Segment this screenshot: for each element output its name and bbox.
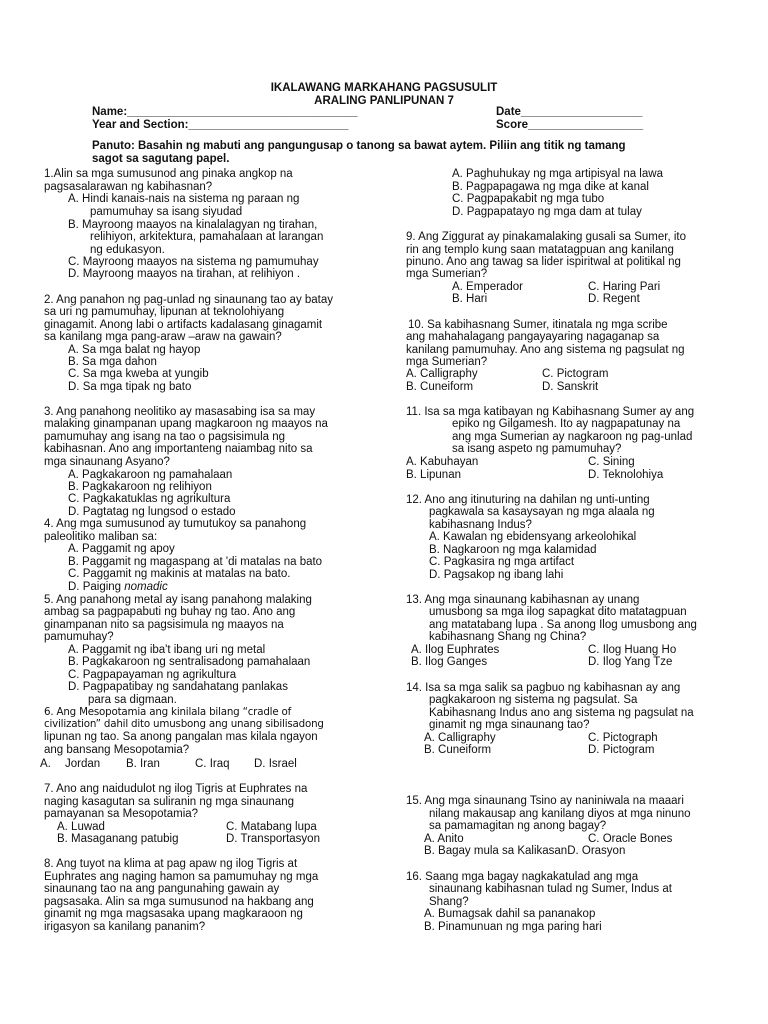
choice-text: C. Matabang lupa — [226, 821, 317, 833]
choice-text: D. Pagtatag ng lungsod o estado — [68, 506, 236, 518]
choice-text: C. Iraq — [195, 758, 230, 770]
choice-text: C. Pagkakatuklas ng agrikultura — [68, 493, 231, 505]
question-text: rin ang templo kung saan matatagpuan ang kanilang — [406, 244, 674, 256]
choice-text: ng edukasyon. — [90, 244, 165, 256]
choice-text: C. Pictogram — [542, 368, 609, 380]
choice-text: D. Pictogram — [588, 744, 655, 756]
choice-text: B. Pagkakaroon ng sentralisadong pamahalaan — [68, 656, 311, 668]
choice-text: C. Oracle Bones — [588, 833, 673, 845]
question-text: ambag sa pagpapabuti ng buhay ng tao. Ano ang — [44, 606, 296, 618]
choice-text: D. Regent — [588, 293, 640, 305]
choice-italic: nomadic — [124, 581, 168, 593]
question-text: 3. Ang panahong neolitiko ay masasabing isa sa may — [44, 406, 316, 418]
choice-text: B. Sa mga dahon — [68, 356, 157, 368]
instructions-line: Panuto: Basahin ng mabuti ang pangungusap o tanong sa bawat aytem. Piliin ang titik ng tamang — [92, 140, 626, 152]
choice-text: B. Paggamit ng magaspang at 'di matalas na bato — [68, 556, 323, 568]
question-text: mga sinaunang Asyano? — [44, 456, 170, 468]
choice-label: D. Paiging — [68, 581, 125, 593]
choice-text: D. Pagpapatayo ng mga dam at tulay — [452, 206, 642, 218]
choice-text: A. Kawalan ng ebidensyang arkeolohikal — [429, 531, 637, 543]
question-text: 9. Ang Ziggurat ay pinakamalaking gusali sa Sumer, ito — [406, 231, 686, 243]
question-text: 1.Alin sa mga sumusunod ang pinaka angkop na — [44, 168, 293, 180]
question-text: sa uri ng pamumuhay, lipunan at teknolohiyang — [44, 306, 285, 318]
subject-title: ARALING PANLIPUNAN 7 — [314, 95, 454, 107]
question-text: sinaunang kabihasnan tulad ng Sumer, Indus at — [429, 883, 672, 895]
choice-text: A. Hindi kanais-nais na sistema ng paraan ng — [68, 193, 300, 205]
question-text: 16. Saang mga bagay nagkakatulad ang mga — [406, 871, 639, 883]
question-text: lipunan ng tao. Sa anong pangalan mas kilala ngayon — [44, 731, 318, 743]
choice-text: pamumuhay sa isang siyudad — [90, 206, 243, 218]
choice-text: D. Mayroong maayos na tirahan, at relihiyon . — [68, 268, 301, 280]
question-text: malaking ginampanan upang magkaroon ng maayos na — [44, 418, 328, 430]
choice-text: C. Sining — [588, 456, 635, 468]
question-text: pagsasalarawan ng kabihasnan? — [44, 181, 213, 193]
question-text: ang mahahalagang pangayayaring nagaganap sa — [406, 331, 660, 343]
choice-text: D. Israel — [254, 758, 297, 770]
question-text: epiko ng Gilgamesh. Ito ay nagpapatunay na — [452, 418, 681, 430]
choice-text: A. Sa mga balat ng hayop — [68, 344, 201, 356]
choice-text: D. Pagsakop ng ibang lahi — [429, 569, 564, 581]
question-text: 10. Sa kabihasnang Sumer, itinatala ng mga scribe — [408, 319, 668, 331]
choice-text: A. Kabuhayan — [406, 456, 479, 468]
question-text: 14. Isa sa mga salik sa pagbuo ng kabihasnan ay ang — [406, 682, 681, 694]
question-text: 7. Ano ang naidudulot ng ilog Tigris at Euphrates na — [44, 783, 308, 795]
choice-text: D. Teknolohiya — [588, 469, 664, 481]
choice-text: A. Bumagsak dahil sa pananakop — [424, 908, 596, 920]
question-text: mga Sumerian? — [406, 356, 488, 368]
question-text: pamumuhay ang isang na tao o pagsisimula ng — [44, 431, 286, 443]
question-text: sa pamamagitan ng anong bagay? — [429, 820, 607, 832]
question-text: pinuno. Ano ang tawag sa lider ispiritwal at politikal ng — [406, 256, 681, 268]
choice-text: B. Masaganang patubig — [57, 833, 179, 845]
choice-text: B. Ilog Ganges — [411, 656, 488, 668]
question-text: ginamit ng mga sinaunang tao? — [429, 719, 590, 731]
choice-text: B. Hari — [452, 293, 488, 305]
choice-text: para sa digmaan. — [88, 694, 177, 706]
choice-text: B. Pagpapagawa ng mga dike at kanal — [452, 181, 649, 193]
choice-text: B. Pagkakaroon ng relihiyon — [68, 481, 212, 493]
question-text: Kabihasnang Indus ano ang sistema ng pagsulat na — [429, 707, 694, 719]
question-text: 4. Ang mga sumusunod ay tumutukoy sa panahong — [44, 518, 307, 530]
question-text: ang mga Sumerian ay nagkaroon ng pag-unlad — [452, 431, 693, 443]
choice-text: A. Pagkakaroon ng pamahalaan — [68, 469, 233, 481]
question-text: kabihasnan. Ano ang importanteng naiambag nito sa — [44, 443, 313, 455]
question-text: 5. Ang panahong metal ay isang panahong malaking — [44, 594, 312, 606]
question-text: mga Sumerian? — [406, 268, 488, 280]
choice-text: B. Pinamunuan ng mga paring hari — [424, 921, 602, 933]
question-text: 13. Ang mga sinaunang kabihasnan ay unang — [406, 594, 640, 606]
instructions-line: sagot sa sagutang papel. — [92, 153, 230, 165]
choice-text: A. Emperador — [452, 281, 523, 293]
question-text: ang bansang Mesopotamia? — [44, 744, 190, 756]
choice-text: B. Iran — [126, 758, 160, 770]
choice-text: D. Transportasyon — [226, 833, 320, 845]
choice-text: C. Sa mga kweba at yungib — [68, 368, 209, 380]
choice-text: C. Mayroong maayos na sistema ng pamumuhay — [68, 256, 319, 268]
question-text: pagsasaka. Alin sa mga sumusunod na hakbang ang — [44, 896, 314, 908]
choice-text: A. Paggamit ng iba't ibang uri ng metal — [68, 644, 266, 656]
question-text: kabihasnang Shang ng China? — [429, 631, 587, 643]
choice-text: B. Cuneiform — [406, 381, 474, 393]
question-text: pagkakaroon ng sistema ng pagsulat. Sa — [429, 694, 638, 706]
question-text: pamayanan sa Mesopotamia? — [44, 808, 199, 820]
question-text: kanilang pamumuhay. Ano ang sistema ng pagsulat ng — [406, 344, 685, 356]
choice-text: A. Paghuhukay ng mga artipisyal na lawa — [452, 168, 663, 180]
question-text: 6. Ang Mesopotamia ang kinilala bilang “cradle of — [44, 706, 292, 718]
choice-text: D. Sa mga tipak ng bato — [68, 381, 192, 393]
question-text: paleolitiko maliban sa: — [44, 531, 158, 543]
question-text: ginagamit. Anong labi o artifacts kadalasang ginagamit — [44, 319, 323, 331]
choice-text: B. Mayroong maayos na kinalalagyan ng tirahan, — [68, 219, 318, 231]
choice-text: B. Lipunan — [406, 469, 461, 481]
question-text: Euphrates ang naging hamon sa pamumuhay ng mga — [44, 871, 319, 883]
choice-text: D. Sanskrit — [542, 381, 599, 393]
choice-text: A. Calligraphy — [424, 732, 496, 744]
choice-text: A. Ilog Euphrates — [411, 644, 500, 656]
choice-text: C. Pagpapakabit ng mga tubo — [452, 193, 605, 205]
choice-text: C. Pictograph — [588, 732, 658, 744]
question-text: 12. Ano ang itinuturing na dahilan ng unti-unting — [406, 494, 650, 506]
question-text: sa isang aspeto ng pamumuhay? — [452, 443, 622, 455]
choice-text: B. Nagkaroon ng mga kalamidad — [429, 544, 597, 556]
choice-text: D. Ilog Yang Tze — [588, 656, 673, 668]
choice-text: A. Calligraphy — [406, 368, 478, 380]
question-text: ginampanan nito sa pagsisimula ng maayos na — [44, 619, 284, 631]
exam-title: IKALAWANG MARKAHANG PAGSUSULIT — [270, 82, 498, 94]
question-text: ang matatabang lupa . Sa anong Ilog umusbong ang — [429, 619, 697, 631]
question-text: umusbong sa mga ilog sapagkat dito matatagpuan — [429, 606, 687, 618]
question-text: sinaunang tao na ang pangunahing gawain ay — [44, 883, 280, 895]
question-text: 15. Ang mga sinaunang Tsino ay naniniwala na maaari — [406, 795, 684, 807]
choice-text: C. Pagkasira ng mga artifact — [429, 556, 575, 568]
name-field[interactable]: Name:____________________________________ — [92, 106, 358, 118]
choice-text: B. Cuneiform — [424, 744, 492, 756]
question-text: 11. Isa sa mga katibayan ng Kabihasnang Sumer ay ang — [406, 406, 695, 418]
choice-text: B. Bagay mula sa KalikasanD. Orasyon — [424, 845, 626, 857]
question-text: pagkawala sa kasaysayan ng mga alaala ng — [429, 506, 655, 518]
question-text: nilang makausap ang kanilang diyos at mga ninuno — [429, 808, 691, 820]
choice-text: Jordan — [65, 758, 101, 770]
choice-text: A. Anito — [424, 833, 464, 845]
question-text: naging kasagutan sa suliranin ng mga sinaunang — [44, 796, 294, 808]
question-text: 8. Ang tuyot na klima at pag apaw ng ilog Tigris at — [44, 858, 298, 870]
date-field[interactable]: Date___________________ — [496, 106, 643, 118]
choice-text: relihiyon, arkitektura, pamahalaan at larangan — [90, 231, 324, 243]
question-text: ginamit ng mga magsasaka upang magkaraoon ng — [44, 908, 303, 920]
choice-text: A. — [40, 758, 51, 770]
choice-text — [68, 581, 168, 593]
choice-text: A. Paggamit ng apoy — [68, 543, 175, 555]
question-text: pamumuhay? — [44, 631, 114, 643]
question-text: irigasyon sa kanilang pananim? — [44, 921, 206, 933]
question-text: civilization” dahil dito umusbong ang unang sibilisadong — [44, 718, 324, 730]
question-text: sa kanilang mga pang-araw –araw na gawain? — [44, 331, 282, 343]
choice-text: C. Haring Pari — [588, 281, 661, 293]
question-text: Shang? — [429, 896, 469, 908]
score-field[interactable]: Score__________________ — [496, 119, 644, 131]
year-section-field[interactable]: Year and Section:_________________________ — [92, 119, 349, 131]
choice-text: D. Pagpapatibay ng sandahatang panlakas — [68, 681, 288, 693]
question-text: 2. Ang panahon ng pag-unlad ng sinaunang tao ay batay — [44, 294, 334, 306]
question-text: kabihasnang Indus? — [429, 519, 532, 531]
choice-text: C. Ilog Huang Ho — [588, 644, 677, 656]
choice-text: A. Luwad — [57, 821, 105, 833]
choice-text: C. Pagpapayaman ng agrikultura — [68, 669, 237, 681]
choice-text: C. Paggamit ng makinis at matalas na bato. — [68, 568, 291, 580]
